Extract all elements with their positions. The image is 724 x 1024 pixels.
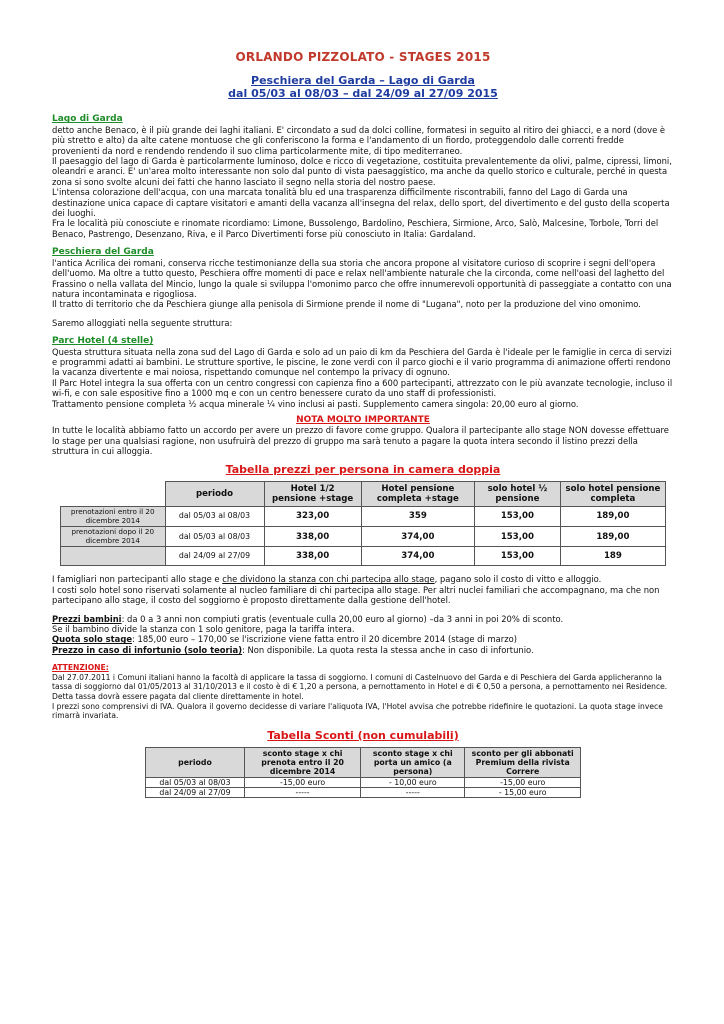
table-cell: 153,00 (474, 547, 560, 566)
location-subtitle: Peschiera del Garda – Lago di Garda (251, 74, 475, 88)
table-cell: dal 05/03 al 08/03 (146, 778, 245, 788)
table-cell: 359 (361, 507, 474, 527)
table-cell: 153,00 (474, 507, 560, 527)
table-cell: prenotazioni entro il 20 dicembre 2014 (61, 507, 166, 527)
price-table-header: Hotel pensione completa +stage (361, 482, 474, 507)
price-table-header: solo hotel ½ pensione (474, 482, 560, 507)
lago-paragraph-3: L'intensa colorazione dell'acqua, con una marcata tonalità blu ed una trasparenza difficilmente riscontrabili, fanno del Lago di Garda una destinazione unica capace di captare visitatori e amanti della vacanza all'insegna del relax, dello sport, del divertimento e del gusto della scoperta dei luoghi. (52, 187, 670, 219)
price-table (60, 481, 666, 566)
lago-section (52, 114, 674, 239)
table-row (146, 788, 581, 798)
table-cell: 189 (560, 547, 665, 566)
table-cell: 189,00 (560, 507, 665, 527)
table-row (61, 547, 666, 566)
table-cell: prenotazioni dopo il 20 dicembre 2014 (61, 527, 166, 547)
discount-table-header: periodo (146, 748, 245, 778)
discount-table-header: sconto stage x chi porta un amico (a persona) (361, 748, 465, 778)
table-cell: 338,00 (264, 527, 361, 547)
discount-table (145, 747, 581, 798)
price-table-header-row (61, 482, 666, 507)
table-cell (61, 547, 166, 566)
lago-paragraph-1: detto anche Benaco, è il più grande dei laghi italiani. E' circondato a sud da dolci colline, formatesi in seguito al ritiro dei ghiacci, e a nord (dove è più stretto e alto) da alte catene montuose che gli conferiscono la forma e l'andamento di un fiordo, proteggendolo dalle correnti fredde provenienti da nord e rendendo rendendo il suo clima particolarmente mite, di tipo mediterraneo. (52, 124, 666, 156)
discount-table-header: sconto stage x chi prenota entro il 20 dicembre 2014 (245, 748, 361, 778)
lago-paragraph-4: Fra le località più conosciute e rinomate ricordiamo: Limone, Bussolengo, Bardolino, Peschiera, Sirmione, Arco, Salò, Malcesine, Torbole, Torri del Benaco, Pastrengo, Desenzano, Riva, e il Parco Divertimenti forse più conosciuto in Italia: Gardaland. (52, 218, 659, 239)
nota-text: In tutte le località abbiamo fatto un accordo per avere un prezzo di favore come gruppo. Qualora il partecipante allo stage NON dovesse effettuare lo stage per una qualsiasi ragione, non usufruirà del prezzo di gruppo ma sarà tenuto a pagare la quota intera secondo il listino prezzi della struttura in cui alloggia. (52, 425, 669, 457)
peschiera-paragraph-1: l'antica Acrilica dei romani, conserva ricche testimonianze della sua storia che ancora propone al visitatore curioso di scoprire i segni dell'opera dell'uomo. Ma oltre a tutto questo, Peschiera offre momenti di pace e relax nell'ambiente naturale che la circonda, come nell'oasi del laghetto del Frassino o nella vallata del Mincio, lungo la quale si sviluppa l'omonimo parco che offre innumerevoli opportunità di passeggiate a contatto con una natura incontaminata e rigogliosa. (52, 257, 672, 299)
hotel-paragraph-1: Questa struttura situata nella zona sud del Lago di Garda e solo ad un paio di km da Peschiera del Garda è l'ideale per le famiglie in cerca di servizi e programmi adatti ai bambini. Le strutture sportive, le piscine, le zone verdi con il parco giochi e il vario programma di animazione offerti rendono la vacanza divertente e mai noiosa, rispettando comunque nel contempo la privacy di ognuno. (52, 346, 672, 378)
table-cell: ----- (245, 788, 361, 798)
price-table-corner (61, 482, 166, 507)
hotel-paragraph-3: Trattamento pensione completa ½ acqua minerale ¼ vino inclusi ai pasti. Supplemento camera singola: 20,00 euro al giorno. (52, 398, 579, 409)
family-paragraph-2: I costi solo hotel sono riservati solamente al nucleo familiare di chi partecipa allo stage. Per altri nuclei familiari che accompagnano, ma che non partecipano allo stage, il costo del soggiorno è proposto direttamente dalla gestione dell'hotel. (52, 584, 660, 606)
family-paragraph-1: I famigliari non partecipanti allo stage e che dividono la stanza con chi partecipa allo stage, pagano solo il costo di vitto e alloggio. (52, 574, 602, 585)
lago-heading: Lago di Garda (52, 114, 123, 125)
table-cell: dal 05/03 al 08/03 (165, 507, 264, 527)
price-table-title: Tabella prezzi per persona in camera doppia (225, 462, 501, 476)
quota-solo-stage: Quota solo stage: 185,00 euro – 170,00 se l'iscrizione viene fatta entro il 20 dicembre 2014 (stage di marzo) (52, 634, 517, 645)
table-cell: dal 24/09 al 27/09 (165, 547, 264, 566)
table-row (146, 778, 581, 788)
attenzione-heading: ATTENZIONE: (52, 663, 109, 673)
hotel-section (52, 336, 674, 409)
discount-table-header-row (146, 748, 581, 778)
table-cell: ----- (361, 788, 465, 798)
hotel-paragraph-2: Il Parc Hotel integra la sua offerta con un centro congressi con capienza fino a 600 partecipanti, attrezzato con le più avanzate tecnologie, incluso il wi-fi, e con sale espositive fino a 1000 mq e con un centro benessere curato da uno staff di professionisti. (52, 377, 673, 399)
table-row (61, 507, 666, 527)
dates-subtitle: dal 05/03 al 08/03 – dal 24/09 al 27/09 2015 (228, 87, 498, 101)
table-cell: - 10,00 euro (361, 778, 465, 788)
price-table-header: solo hotel pensione completa (560, 482, 665, 507)
document-page (52, 52, 674, 798)
table-cell: -15,00 euro (245, 778, 361, 788)
table-cell: 189,00 (560, 527, 665, 547)
discount-table-title: Tabella Sconti (non cumulabili) (267, 728, 459, 742)
table-cell: 338,00 (264, 547, 361, 566)
document-title: ORLANDO PIZZOLATO - STAGES 2015 (235, 50, 491, 64)
prezzi-bambini: Prezzi bambini: da 0 a 3 anni non compiuti gratis (eventuale culla 20,00 euro al giorno) –da 3 anni in poi 20% di sconto. (52, 613, 564, 624)
hotel-heading: Parc Hotel (4 stelle) (52, 336, 154, 347)
attenzione-paragraph-2: I prezzi sono comprensivi di IVA. Qualora il governo decidesse di variare l'aliquota IVA, l'Hotel avvisa che potrebbe ridefinire le quotazioni. La quota stage invece rimarrà invariata. (52, 701, 663, 721)
table-cell: -15,00 euro (465, 778, 581, 788)
table-cell: 374,00 (361, 547, 474, 566)
peschiera-heading: Peschiera del Garda (52, 247, 154, 258)
table-cell: 323,00 (264, 507, 361, 527)
price-table-header: periodo (165, 482, 264, 507)
attenzione-paragraph-1: Dal 27.07.2011 i Comuni italiani hanno la facoltà di applicare la tassa di soggiorno. I comuni di Castelnuovo del Garda e di Peschiera del Garda applicheranno la tassa di soggiorno dal 01/05/2013 al 31/10/2013 e il costo è di € 1,20 a persona, a pernottamento in Hotel e di € 0,50 a persona, a pernottamento nei Residence. Detta tassa dovrà essere pagata dal cliente direttamente in hotel. (52, 672, 668, 701)
peschiera-paragraph-2: Il tratto di territorio che da Peschiera giunge alla penisola di Sirmione prende il nome di "Lugana", noto per la produzione del vino omonimo. (52, 299, 641, 310)
prezzo-infortunio: Prezzo in caso di infortunio (solo teoria): Non disponibile. La quota resta la stessa anche in caso di infortunio. (52, 644, 534, 655)
table-cell: 153,00 (474, 527, 560, 547)
prezzi-bambini-2: Se il bambino divide la stanza con 1 solo genitore, paga la tariffa intera. (52, 624, 355, 634)
peschiera-paragraph-3: Saremo alloggiati nella seguente struttura: (52, 317, 233, 328)
table-row (61, 527, 666, 547)
price-table-header: Hotel 1/2 pensione +stage (264, 482, 361, 507)
peschiera-section (52, 247, 674, 328)
table-cell: - 15,00 euro (465, 788, 581, 798)
table-cell: dal 24/09 al 27/09 (146, 788, 245, 798)
lago-paragraph-2: Il paesaggio del lago di Garda è particolarmente luminoso, dolce e ricco di vegetazione, costituita prevalentemente da olivi, palme, cipressi, limoni, oleandri e aranci. E' un'area molto interessante non solo dal punto di vista paesaggistico, ma anche da quello storico e culturale, perché in questa zona si sono svolte alcuni dei fatti che hanno lasciato il segno nella storia del nostro paese. (52, 156, 672, 187)
table-cell: dal 05/03 al 08/03 (165, 527, 264, 547)
discount-table-header: sconto per gli abbonati Premium della rivista Correre (465, 748, 581, 778)
nota-heading: NOTA MOLTO IMPORTANTE (296, 414, 430, 425)
table-cell: 374,00 (361, 527, 474, 547)
